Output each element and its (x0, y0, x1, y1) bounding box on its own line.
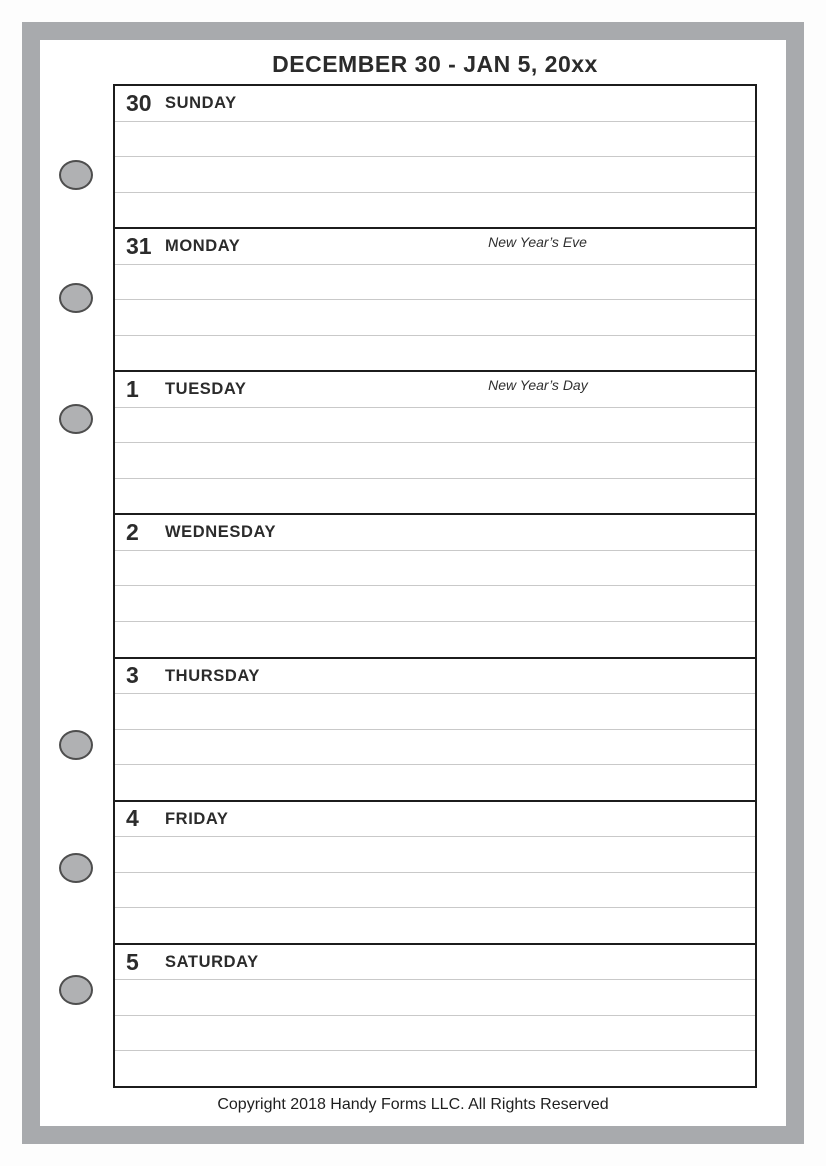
day-name: MONDAY (165, 237, 241, 256)
binder-hole (59, 853, 93, 883)
holiday-note: New Year’s Eve (488, 234, 587, 251)
day-number: 3 (126, 662, 139, 689)
day-block-monday (115, 227, 755, 370)
day-header (115, 802, 755, 837)
writing-line (115, 478, 755, 514)
writing-line (115, 585, 755, 621)
binder-hole (59, 283, 93, 313)
binder-hole (59, 730, 93, 760)
day-block-tuesday (115, 370, 755, 513)
writing-line (115, 693, 755, 729)
writing-line (115, 121, 755, 157)
binder-hole (59, 975, 93, 1005)
writing-line (115, 907, 755, 943)
writing-line (115, 836, 755, 872)
copyright-text: Copyright 2018 Handy Forms LLC. All Rights Reserved (217, 1096, 609, 1113)
holiday-note: New Year’s Day (488, 377, 588, 394)
day-name: SUNDAY (165, 94, 237, 113)
day-block-wednesday (115, 513, 755, 656)
page-frame (22, 22, 804, 1144)
writing-line (115, 299, 755, 335)
day-name: FRIDAY (165, 809, 229, 828)
day-header (115, 945, 755, 980)
writing-line (115, 729, 755, 765)
day-number: 2 (126, 519, 139, 546)
writing-line (115, 1050, 755, 1086)
binder-hole (59, 160, 93, 190)
day-header (115, 86, 755, 121)
day-block-thursday (115, 657, 755, 800)
day-header (115, 515, 755, 550)
writing-line (115, 442, 755, 478)
page-title: DECEMBER 30 - JAN 5, 20xx (272, 51, 598, 77)
day-block-sunday (115, 86, 755, 227)
day-number: 4 (126, 805, 139, 832)
binder-hole (59, 404, 93, 434)
writing-line (115, 1015, 755, 1051)
writing-line (115, 192, 755, 228)
day-number: 1 (126, 376, 139, 403)
day-number: 30 (126, 89, 152, 116)
writing-line (115, 764, 755, 800)
day-header (115, 659, 755, 694)
page-body (40, 40, 786, 1126)
day-header (115, 229, 755, 264)
day-header (115, 372, 755, 407)
writing-line (115, 156, 755, 192)
writing-line (115, 335, 755, 371)
day-name: SATURDAY (165, 952, 259, 971)
writing-line (115, 621, 755, 657)
day-name: TUESDAY (165, 380, 247, 399)
day-name: THURSDAY (165, 666, 260, 685)
day-number: 31 (126, 232, 152, 259)
week-grid (113, 84, 757, 1088)
writing-line (115, 979, 755, 1015)
writing-line (115, 872, 755, 908)
day-block-saturday (115, 943, 755, 1086)
writing-line (115, 550, 755, 586)
writing-line (115, 264, 755, 300)
day-number: 5 (126, 948, 139, 975)
day-name: WEDNESDAY (165, 523, 277, 542)
writing-line (115, 407, 755, 443)
day-block-friday (115, 800, 755, 943)
